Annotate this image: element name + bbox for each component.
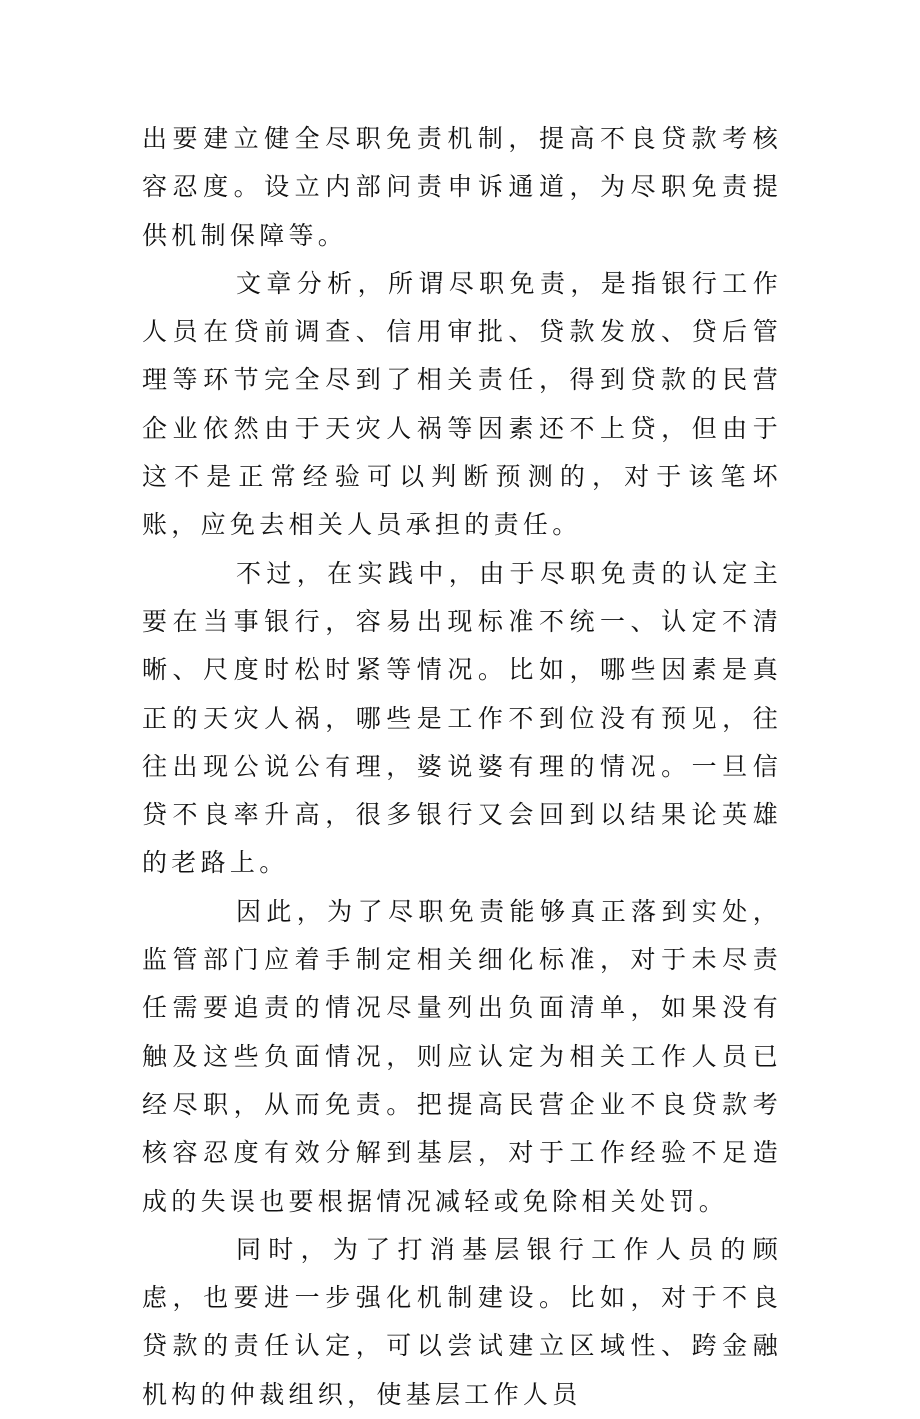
paragraph-2: 文章分析，所谓尽职免责，是指银行工作人员在贷前调查、信用审批、贷款发放、贷后管理等环节完全尽到了相关责任，得到贷款的民营企业依然由于天灾人祸等因素还不上贷，但由于这不是正常经验可以判断预测的，对于该笔坏账，应免去相关人员承担的责任。 <box>142 268 782 540</box>
paragraph-3: 不过，在实践中，由于尽职免责的认定主要在当事银行，容易出现标准不统一、认定不清晰、尺度时松时紧等情况。比如，哪些因素是真正的天灾人祸，哪些是工作不到位没有预见，往往出现公说公有理，婆说婆有理的情况。一旦信贷不良率升高，很多银行又会回到以结果论英雄的老路上。 <box>142 558 782 878</box>
paragraph-4: 因此，为了尽职免责能够真正落到实处，监管部门应着手制定相关细化标准，对于未尽责任需要追责的情况尽量列出负面清单，如果没有触及这些负面情况，则应认定为相关工作人员已经尽职，从而免责。把提高民营企业不良贷款考核容忍度有效分解到基层，对于工作经验不足造成的失误也要根据情况减轻或免除相关处罚。 <box>142 896 782 1216</box>
paragraph-5: 同时，为了打消基层银行工作人员的顾虑，也要进一步强化机制建设。比如，对于不良贷款的责任认定，可以尝试建立区域性、跨金融机构的仲裁组织，使基层工作人员 <box>142 1234 782 1409</box>
paragraph-1: 出要建立健全尽职免责机制，提高不良贷款考核容忍度。设立内部问责申诉通道，为尽职免责提供机制保障等。 <box>142 124 782 250</box>
document-body <box>142 115 782 1419</box>
